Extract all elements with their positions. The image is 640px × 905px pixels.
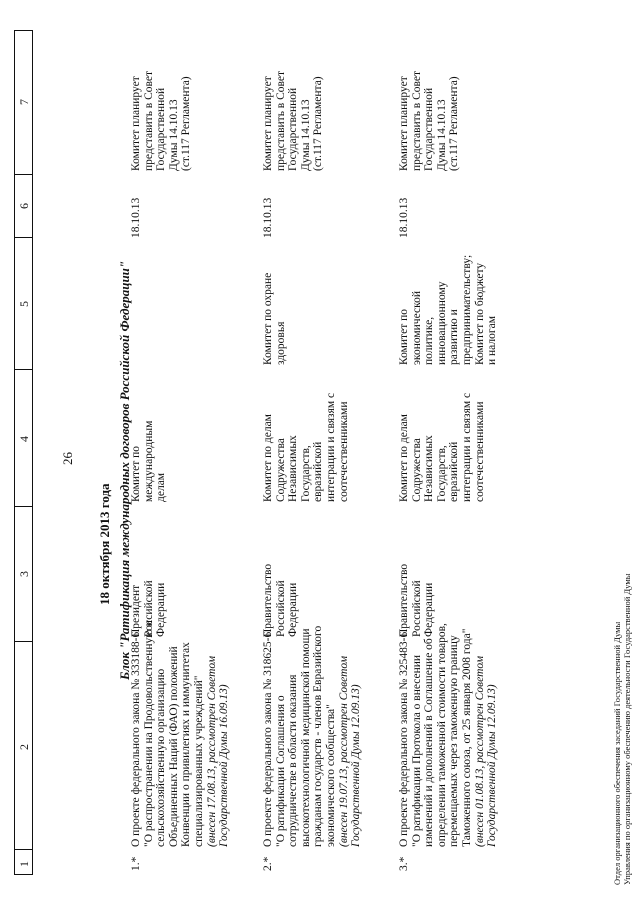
column-number-1: 1 [17, 861, 31, 867]
row-responsible-committee: Комитет по международным делам [130, 420, 168, 502]
column-number-7: 7 [17, 99, 31, 105]
row-status: Комитет планирует представить в Совет Государственной Думы 14.10.13 (ст.117 Регламента) [130, 70, 193, 171]
row-status: Комитет планирует представить в Совет Государственной Думы 14.10.13 (ст.117 Регламента) [262, 70, 325, 171]
row-number: 2.* [262, 856, 274, 871]
header-divider-1 [14, 874, 32, 875]
column-number-3: 3 [17, 571, 31, 577]
header-divider-3 [14, 641, 32, 642]
header-divider-6 [14, 237, 32, 238]
block-heading: Блок "Ратификация международных договоров Российской Федерации" [117, 260, 132, 680]
column-number-6: 6 [17, 203, 31, 209]
column-number-4: 4 [17, 436, 31, 442]
row-number: 1.* [130, 856, 142, 871]
date-heading: 18 октября 2013 года [97, 483, 112, 605]
header-top-rule [14, 30, 15, 875]
column-number-2: 2 [17, 744, 31, 750]
row-co-executors: Комитет по охране здоровья [262, 272, 287, 365]
row-responsible-committee: Комитет по делам Содружества Независимых Государств, евразийской интеграции и связям с соотечественниками [398, 392, 486, 502]
row-author: Правительство Российской Федерации [262, 563, 300, 637]
row-date: 18.10.13 [262, 197, 274, 238]
row-responsible-committee: Комитет по делам Содружества Независимых Государств, евразийской интеграции и связям с соотечественниками [262, 392, 350, 502]
row-co-executors: Комитет по экономической политике, инновационному развитию и предпринимательству; Комитет по бюджету и налогам [398, 254, 499, 365]
header-divider-5 [14, 369, 32, 370]
row-description: О проекте федерального закона № 325483-6 "О ратификации Протокола о внесении изменений и дополнений в Соглашение об определении таможенной стоимости товаров, перемещаемых через таможенную границу Таможенного союза, от 25 января 2008 года" (внесен 01.08.13, рассмотрен Советом Государственной Думы 12.09.13) [398, 623, 499, 847]
row-number: 3.* [398, 856, 410, 871]
header-divider-2 [14, 849, 32, 850]
header-bottom-rule [32, 30, 33, 875]
footer-department: Отдел организационного обеспечения заседаний Государственной Думы Управления по организационному обеспечению деятельности Государственной Думы [612, 573, 632, 885]
row-description: О проекте федерального закона № 333188-6 "О распространении на Продовольственную и сельскохозяйственную организацию Объединенных Наций (ФАО) положений Конвенции о привилегиях и иммунитетах специализированных учреждений" (внесен 17.08.13, рассмотрен Советом Государственной Думы 16.09.13) [130, 620, 231, 847]
header-divider-8 [14, 30, 32, 31]
row-description: О проекте федерального закона № 318625-6 "О ратификации Соглашения о сотрудничестве в области оказания высокотехнологичной медицинской помощи гражданам государств - членов Евразийского экономического сообщества" (внесен 19.07.13, рассмотрен Советом Государственной Думы 12.09.13) [262, 625, 363, 847]
row-author: Правительство Российской Федерации [398, 563, 436, 637]
row-date: 18.10.13 [130, 197, 142, 238]
row-author: Президент Российской Федерации [130, 580, 168, 637]
row-date: 18.10.13 [398, 197, 410, 238]
column-number-5: 5 [17, 301, 31, 307]
header-divider-7 [14, 174, 32, 175]
header-divider-4 [14, 506, 32, 507]
page-number: 26 [60, 452, 75, 465]
row-status: Комитет планирует представить в Совет Государственной Думы 14.10.13 (ст.117 Регламента) [398, 70, 461, 171]
